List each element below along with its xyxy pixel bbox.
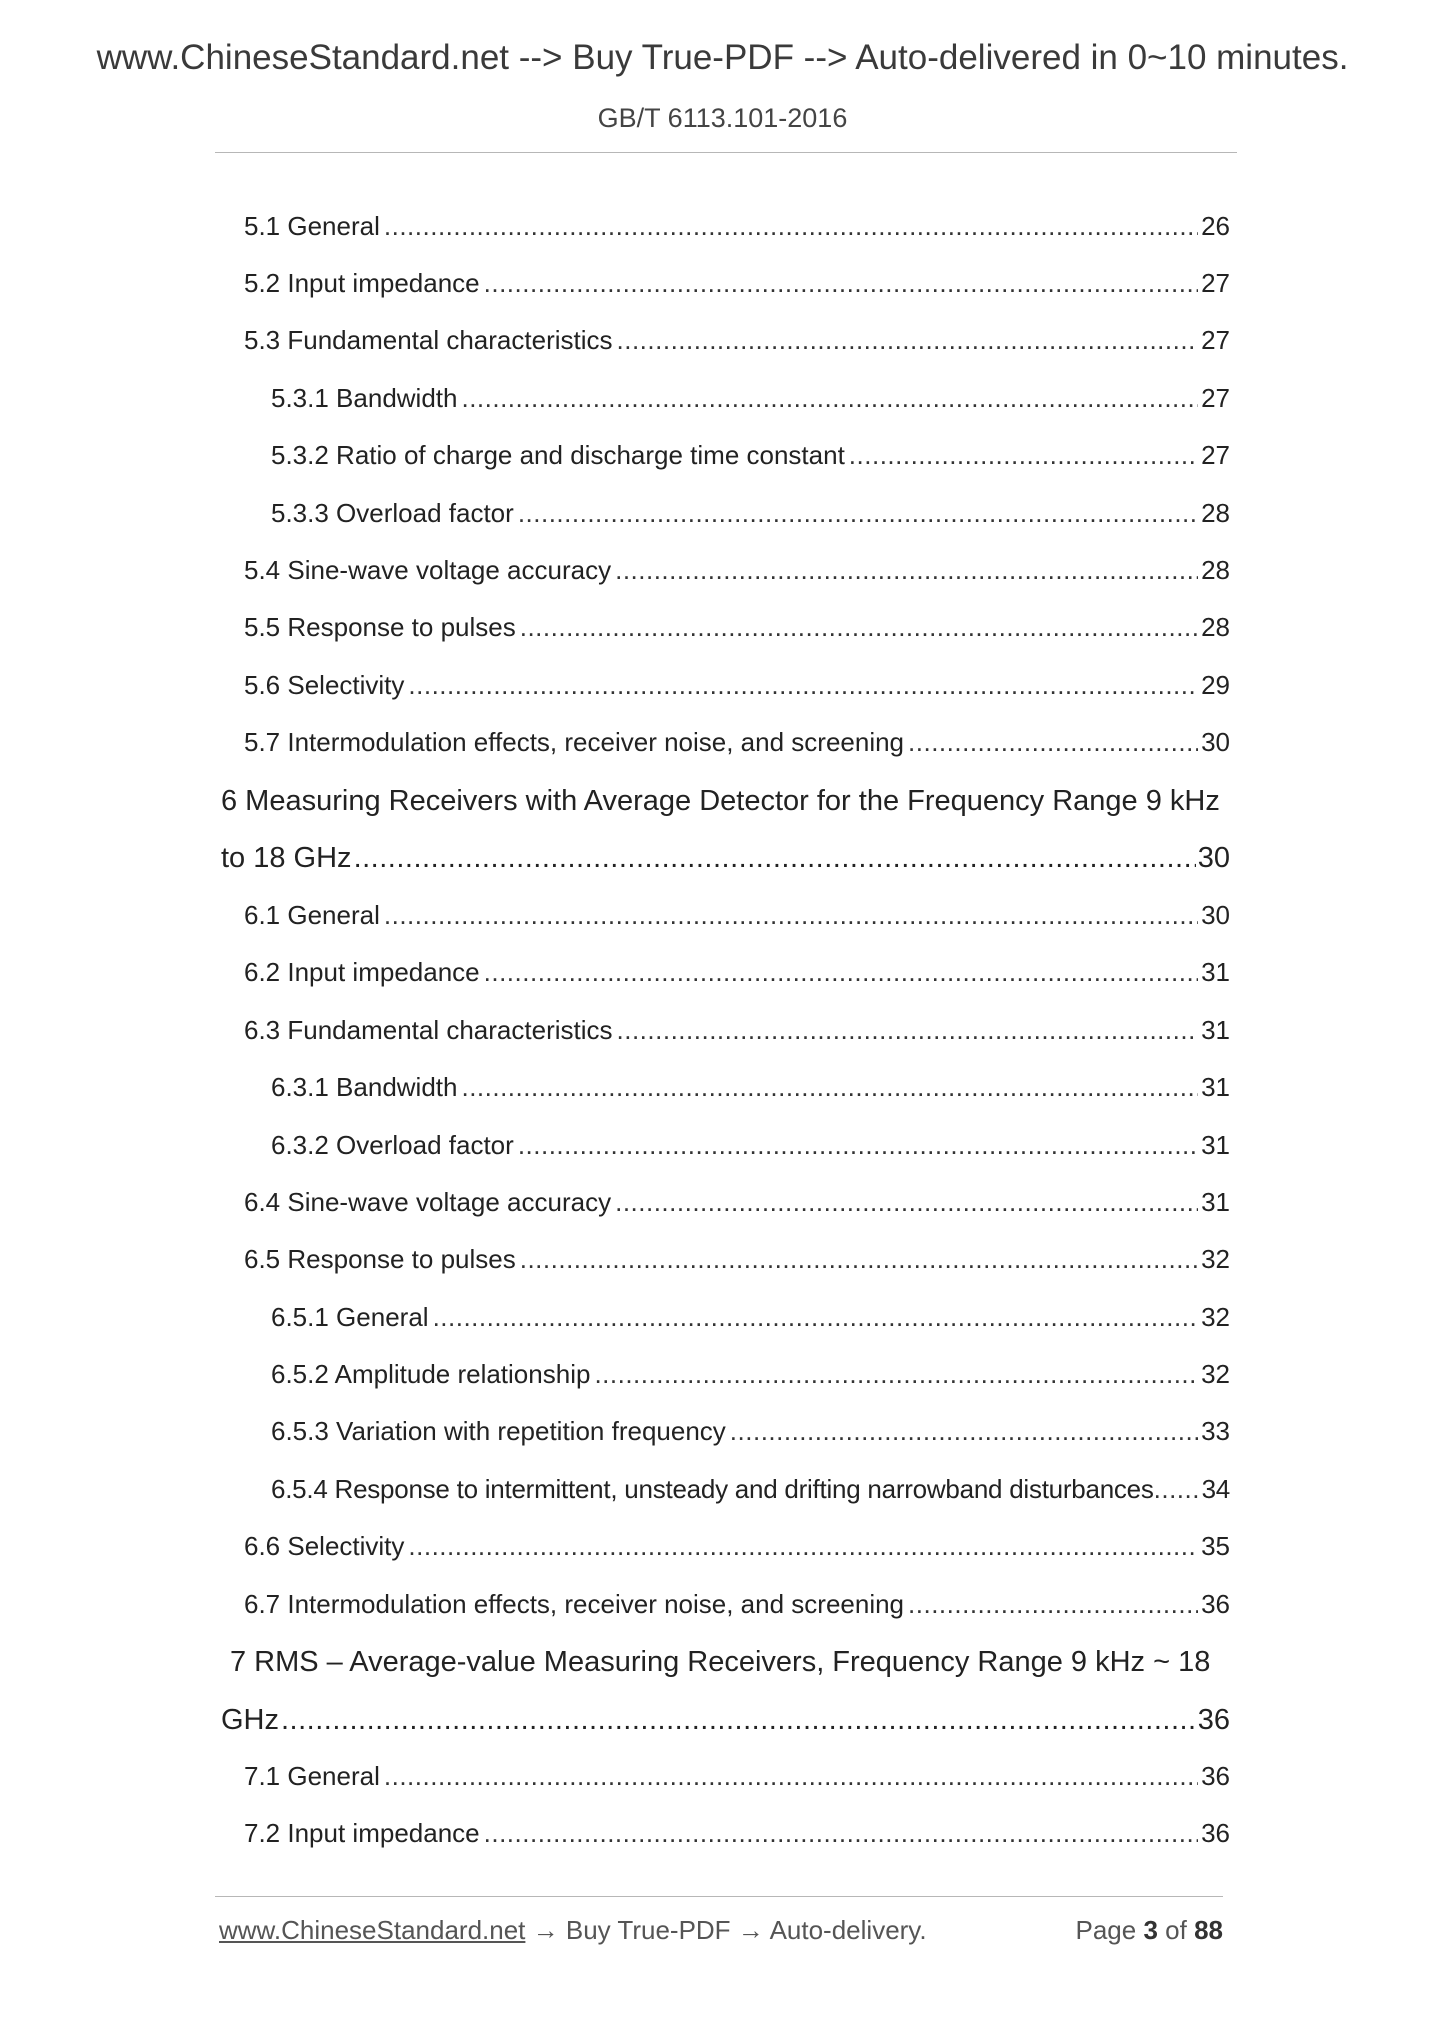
toc-entry-page: 28 (1201, 612, 1230, 642)
toc-entry[interactable] (271, 1067, 1230, 1107)
toc-entry[interactable] (244, 722, 1230, 762)
toc-leader (384, 895, 1198, 935)
toc-entry-page: 32 (1201, 1244, 1230, 1274)
toc-entry[interactable] (244, 1584, 1230, 1624)
toc-entry-page: 31 (1201, 1187, 1230, 1217)
footer-site-link[interactable]: www.ChineseStandard.net (219, 1915, 526, 1945)
toc-entry-title: 5.3.1 Bandwidth (271, 383, 458, 413)
toc-entry-title: 5.1 General (244, 211, 380, 241)
toc-chapter-6-title[interactable]: 6 Measuring Receivers with Average Detector for the Frequency Range 9 kHz (221, 785, 1220, 817)
toc-entry[interactable] (244, 320, 1230, 360)
toc-leader (384, 206, 1198, 246)
toc-chapter-6-title-cont: to 18 GHz (221, 842, 352, 874)
page-of: of (1165, 1915, 1187, 1945)
site-banner: www.ChineseStandard.net --> Buy True-PDF --> Auto-delivered in 0~10 minutes. (96, 38, 1349, 77)
toc-entry[interactable] (244, 206, 1230, 246)
toc-entry-title: 6.5.4 Response to intermittent, unsteady and drifting narrowband disturbances (271, 1474, 1154, 1504)
toc-entry-title: 5.3.2 Ratio of charge and discharge time constant (271, 440, 845, 470)
page-number (1075, 1915, 1223, 1946)
toc-entry-page: 32 (1201, 1302, 1230, 1332)
page-footer (219, 1915, 1223, 1955)
footer-tail-text: → Buy True-PDF → Auto-delivery. (525, 1915, 927, 1945)
toc-leader (617, 320, 1199, 360)
toc-entry-page: 30 (1201, 900, 1230, 930)
toc-entry-title: 6.3.1 Bandwidth (271, 1072, 458, 1102)
toc-entry-title: 6.2 Input impedance (244, 957, 480, 987)
toc-entry[interactable] (244, 1526, 1230, 1566)
page-label: Page (1075, 1915, 1137, 1945)
toc-chapter-6-entry[interactable] (221, 836, 1230, 880)
toc-leader (384, 1756, 1198, 1796)
toc-entry[interactable] (244, 952, 1230, 992)
toc-entry-page: 29 (1201, 670, 1230, 700)
toc-leader (849, 435, 1198, 475)
toc-leader (518, 1125, 1198, 1165)
toc-entry-title: 5.3.3 Overload factor (271, 498, 514, 528)
toc-entry-title: 6.3.2 Overload factor (271, 1130, 514, 1160)
toc-leader (730, 1411, 1198, 1451)
toc-leader (484, 1813, 1198, 1853)
toc-entry[interactable] (271, 1297, 1230, 1337)
toc-entry[interactable] (244, 895, 1230, 935)
toc-entry-page: 34 (1201, 1474, 1230, 1504)
toc-entry[interactable] (244, 1813, 1230, 1853)
toc-leader (615, 1182, 1198, 1222)
toc-leader (520, 607, 1198, 647)
toc-entry[interactable] (271, 493, 1230, 533)
header-divider (215, 152, 1237, 153)
toc-leader (484, 952, 1198, 992)
toc-entry-page: 26 (1201, 211, 1230, 241)
toc-leader (281, 1698, 1196, 1742)
toc-entry[interactable] (244, 263, 1230, 303)
toc-leader (617, 1010, 1199, 1050)
toc-entry-title: 6.7 Intermodulation effects, receiver noise, and screening (244, 1589, 905, 1619)
toc-entry-page: 36 (1201, 1589, 1230, 1619)
toc-entry[interactable] (271, 435, 1230, 475)
toc-entry-title: 6.3 Fundamental characteristics (244, 1015, 613, 1045)
toc-leader (484, 263, 1198, 303)
toc-entry[interactable] (271, 1125, 1230, 1165)
toc-entry[interactable] (244, 1010, 1230, 1050)
toc-entry-page: 31 (1201, 1130, 1230, 1160)
toc-entry-page: 32 (1201, 1359, 1230, 1389)
toc-chapter-7-entry[interactable] (221, 1698, 1230, 1742)
toc-entry-title: 5.7 Intermodulation effects, receiver noise, and screening (244, 727, 905, 757)
toc-entry[interactable] (271, 1469, 1230, 1509)
toc-entry[interactable] (244, 1756, 1230, 1796)
toc-entry[interactable] (244, 550, 1230, 590)
toc-entry-page: 31 (1201, 1072, 1230, 1102)
toc-entry-page: 33 (1201, 1416, 1230, 1446)
toc-entry[interactable] (244, 1182, 1230, 1222)
toc-leader (354, 836, 1196, 880)
toc-leader (461, 378, 1198, 418)
footer-left (219, 1915, 927, 1946)
toc-leader (520, 1239, 1198, 1279)
toc-chapter-6-page: 30 (1197, 842, 1230, 874)
document-code: GB/T 6113.101-2016 (597, 103, 848, 133)
toc-leader (615, 550, 1198, 590)
toc-leader (461, 1067, 1198, 1107)
toc-entry-title: 5.2 Input impedance (244, 268, 480, 298)
toc-leader (1154, 1469, 1202, 1509)
toc-entry-page: 31 (1201, 957, 1230, 987)
toc-entry-page: 27 (1201, 440, 1230, 470)
toc-entry-page: 36 (1201, 1818, 1230, 1848)
toc-entry-page: 36 (1201, 1761, 1230, 1791)
toc-entry-page: 30 (1201, 727, 1230, 757)
toc-leader (908, 1584, 1198, 1624)
toc-leader (908, 722, 1198, 762)
page-current: 3 (1143, 1915, 1158, 1945)
toc-entry-page: 35 (1201, 1531, 1230, 1561)
toc-leader (408, 665, 1198, 705)
toc-chapter-7-page: 36 (1197, 1704, 1230, 1736)
toc-entry[interactable] (271, 1411, 1230, 1451)
toc-entry-page: 27 (1201, 383, 1230, 413)
toc-entry[interactable] (244, 665, 1230, 705)
toc-entry-title: 6.5 Response to pulses (244, 1244, 516, 1274)
toc-entry[interactable] (271, 1354, 1230, 1394)
toc-leader (518, 493, 1198, 533)
toc-entry-title: 7.1 General (244, 1761, 380, 1791)
toc-entry-title: 5.4 Sine-wave voltage accuracy (244, 555, 612, 585)
toc-leader (408, 1526, 1198, 1566)
toc-chapter-7-title-cont: GHz (221, 1704, 279, 1736)
toc-entry-title: 6.5.2 Amplitude relationship (271, 1359, 591, 1389)
toc-entry-title: 5.5 Response to pulses (244, 612, 516, 642)
toc-entry[interactable] (244, 607, 1230, 647)
toc-entry-page: 27 (1201, 325, 1230, 355)
toc-entry-title: 6.6 Selectivity (244, 1531, 405, 1561)
toc-entry-page: 28 (1201, 555, 1230, 585)
toc-entry-title: 6.1 General (244, 900, 380, 930)
toc-entry[interactable] (244, 1239, 1230, 1279)
footer-divider (215, 1896, 1223, 1897)
toc-entry-title: 5.3 Fundamental characteristics (244, 325, 613, 355)
toc-entry-page: 31 (1201, 1015, 1230, 1045)
toc-entry-title: 7.2 Input impedance (244, 1818, 480, 1848)
toc-entry-title: 6.4 Sine-wave voltage accuracy (244, 1187, 612, 1217)
page-total: 88 (1194, 1915, 1223, 1945)
toc-entry-page: 27 (1201, 268, 1230, 298)
toc-entry[interactable] (271, 378, 1230, 418)
toc-entry-page: 28 (1201, 498, 1230, 528)
toc-leader (594, 1354, 1198, 1394)
toc-entry-title: 6.5.3 Variation with repetition frequency (271, 1416, 726, 1446)
toc-chapter-7-title[interactable]: 7 RMS – Average-value Measuring Receivers, Frequency Range 9 kHz ~ 18 (230, 1646, 1211, 1678)
toc-leader (433, 1297, 1199, 1337)
toc-entry-title: 5.6 Selectivity (244, 670, 405, 700)
toc-entry-title: 6.5.1 General (271, 1302, 429, 1332)
